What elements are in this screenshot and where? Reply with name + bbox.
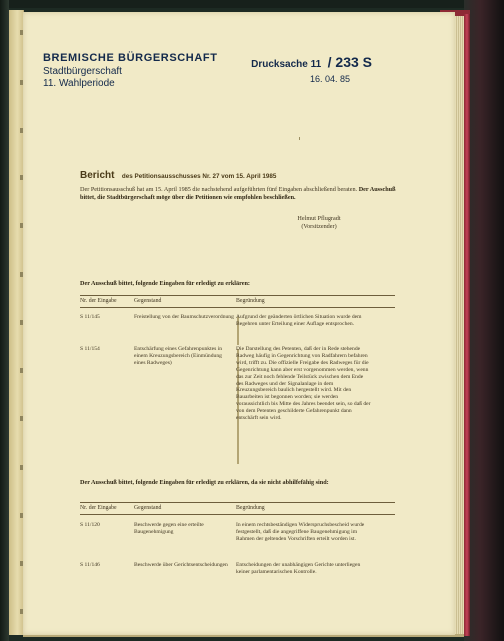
book-cover-edge xyxy=(464,14,470,636)
table-cell-nr: S 11/145 xyxy=(80,314,100,320)
section2-title: Der Ausschuß bittet, folgende Eingaben für erledigt zu erklären, da sie nicht abhilfefähig sind: xyxy=(80,479,329,486)
background-right xyxy=(464,0,504,641)
document-page xyxy=(23,12,455,635)
table-cell-gegenstand: Beschwerde gegen eine erteilte Baugenehmigung xyxy=(134,522,204,535)
document-date: 16. 04. 85 xyxy=(309,74,350,84)
header-nr: Nr. der Eingabe xyxy=(80,505,117,511)
table-cell-begruendung: Die Darstellung des Petenten, daß der in Rede stehende Radweg häufig in Gegenrichtung von Radfahrern befahren wird, trifft zu. Die offizielle Freigabe des Radweges für die Gegenrichtung kann aber erst vorgenommen werden, wenn das zur Zeit noch fehlende Teilstück zwischen dem Ende des Radweges und der Signalanlage in dem Kreuzungsbereich baulich hergestellt wird. Mit den Bauarbeiten ist begonnen worden; sie werden voraussichtlich bis Mitte des Jahres beendet sein, so daß der von dem Petenten geschilderte Gefahrenpunkt dann entschärft sein wird. xyxy=(236,346,371,422)
table-cell-begruendung: In einem rechtsbeständigen Widerspruchsbescheid wurde festgestellt, daß die angegriffene Baugenehmigung im Rahmen der geltenden Vorschriften erteilt worden ist. xyxy=(236,522,365,542)
table-cell-gegenstand: Beschwerde über Gerichtsentscheidungen xyxy=(134,562,228,568)
drucksache-label: Drucksache 11 xyxy=(251,59,322,70)
report-title xyxy=(80,165,276,183)
intro-request: Der Ausschuß bittet, die Stadtbürgerschaft möge über die Petitionen wie empfohlen beschließen. xyxy=(80,186,396,202)
letterhead xyxy=(43,52,218,89)
table-cell-begruendung: Entscheidungen der unabhängigen Gerichte unterliegen keiner parlamentarischen Kontrolle. xyxy=(236,562,361,575)
page-edges xyxy=(455,16,464,635)
table-cell-gegenstand: Entschärfung eines Gefahrenpunktes in einem Kreuzungsbereich (Einmündung eines Radweges) xyxy=(134,346,223,366)
table-rule xyxy=(80,514,395,515)
header-gegenstand: Gegenstand xyxy=(134,298,162,304)
header-gegenstand: Gegenstand xyxy=(134,505,162,511)
table-cell-gegenstand: Freistellung von der Baumschutzverordnung xyxy=(134,314,234,320)
drucksache-number: / 233 S xyxy=(327,54,372,70)
table-rule xyxy=(80,502,395,503)
table-cell-nr: S 11/154 xyxy=(80,346,100,352)
intro-text: Der Petitionsausschuß hat am 15. April 1985 die nachstehend aufgeführten fünf Eingaben abschließend beraten. xyxy=(80,186,358,193)
intro-paragraph xyxy=(80,186,400,203)
legislative-period: 11. Wahlperiode xyxy=(43,78,115,89)
org-name: BREMISCHE BÜRGERSCHAFT xyxy=(43,52,218,64)
signature-block xyxy=(279,215,359,232)
background-left xyxy=(0,0,9,641)
signature-name: Helmut Pflugradt xyxy=(297,215,341,222)
header-begruendung: Begründung xyxy=(236,505,265,511)
header-begruendung: Begründung xyxy=(236,298,265,304)
table-rule xyxy=(80,307,395,308)
binder-strip xyxy=(9,10,24,635)
signature-role: (Vorsitzender) xyxy=(301,223,337,231)
background-top xyxy=(0,0,504,8)
table-rule xyxy=(80,295,395,296)
drucksache xyxy=(251,54,372,72)
section1-title: Der Ausschuß bittet, folgende Eingaben für erledigt zu erklären: xyxy=(80,280,250,287)
paper-speck xyxy=(299,137,300,140)
report-title-bold: Bericht xyxy=(80,170,115,181)
table-cell-begruendung: Aufgrund der geänderten örtlichen Situation wurde dem Begehren unter Erteilung einer Auflage entsprochen. xyxy=(236,314,362,327)
report-title-rest: des Petitionsausschusses Nr. 27 vom 15. April 1985 xyxy=(121,173,277,180)
org-subtitle: Stadtbürgerschaft xyxy=(43,66,122,77)
header-nr: Nr. der Eingabe xyxy=(80,298,117,304)
table-cell-nr: S 11/120 xyxy=(80,522,100,528)
table-cell-nr: S 11/146 xyxy=(80,562,100,568)
